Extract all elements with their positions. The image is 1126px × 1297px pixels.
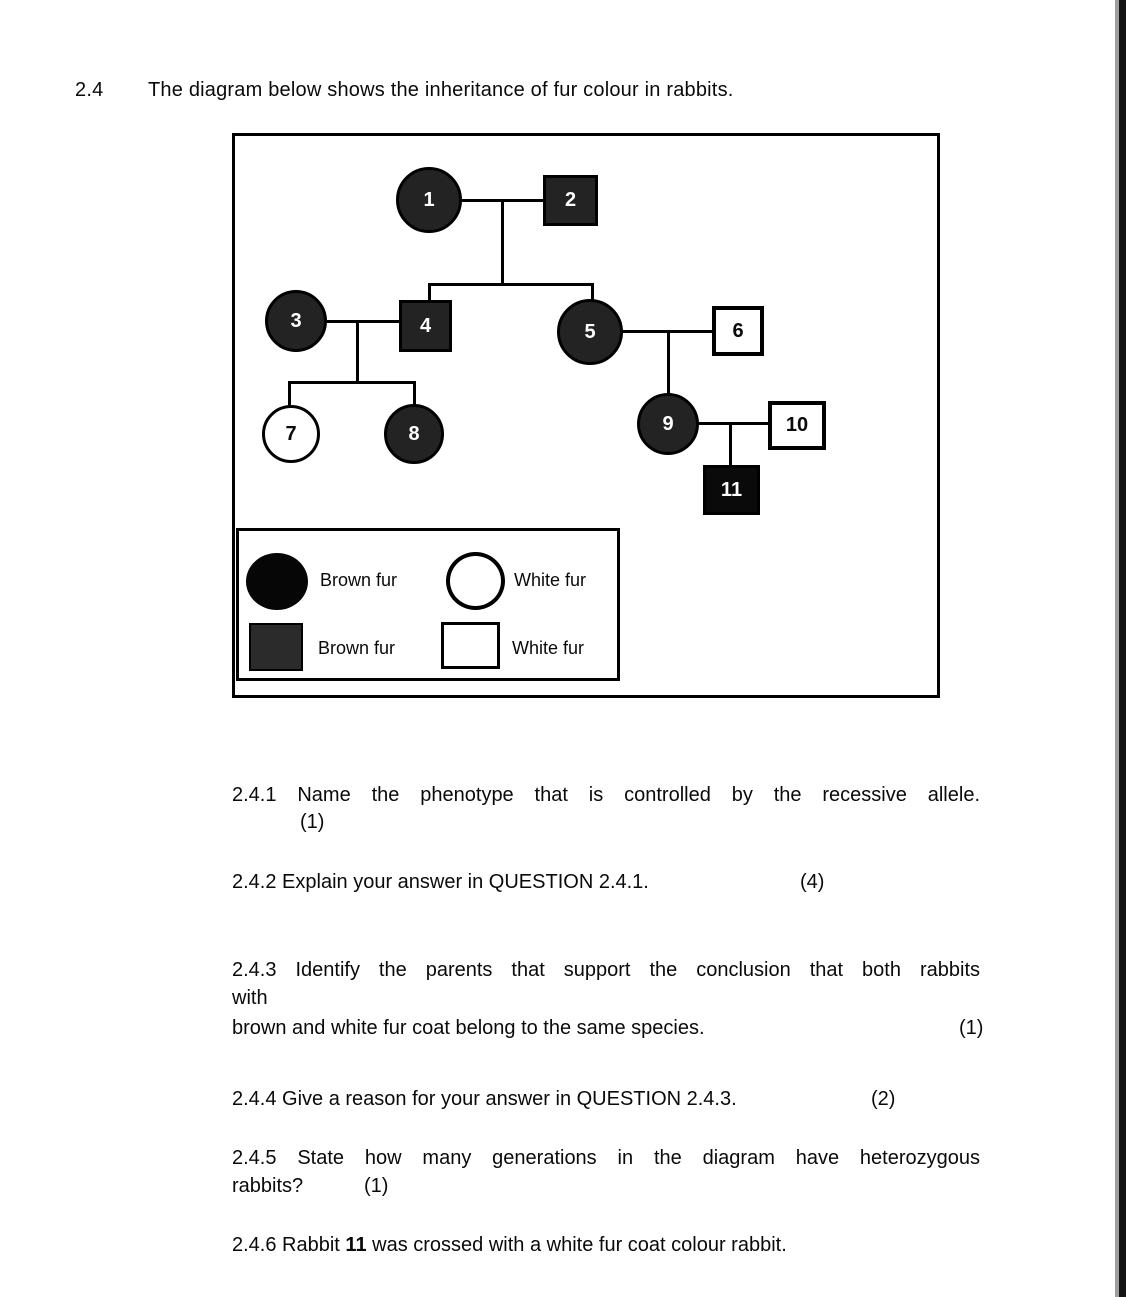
couple-line-3-4 — [325, 320, 400, 323]
individual-8-label: 8 — [408, 422, 420, 445]
question-2-4-2-text: 2.4.2 Explain your answer in QUESTION 2.4.1. — [232, 871, 649, 893]
individual-5-circle — [557, 299, 623, 365]
page-edge-shadow — [1119, 0, 1126, 1297]
question-2-4-4-text: 2.4.4 Give a reason for your answer in QUESTION 2.4.3. — [232, 1088, 737, 1110]
question-2-4-5-text: rabbits? — [232, 1175, 304, 1197]
individual-1-circle — [396, 167, 462, 233]
descent-line-3-4 — [356, 323, 359, 383]
question-2-4-6-suffix: was crossed with a white fur coat colour rabbit. — [366, 1234, 787, 1256]
question-2-4-4 — [232, 1087, 980, 1111]
question-2-4-5-line1: 2.4.5 State how many generations in the diagram have heterozygous — [232, 1147, 980, 1169]
individual-10-label: 10 — [785, 414, 809, 436]
question-2-4-2 — [232, 870, 980, 894]
legend-white-circle-swatch — [446, 552, 505, 610]
individual-6-square — [712, 306, 764, 356]
individual-3-circle — [265, 290, 327, 352]
individual-11-square — [703, 465, 760, 515]
couple-line-9-10 — [697, 422, 770, 425]
legend-brown-circle-swatch — [246, 553, 308, 610]
sibship-line-4-5 — [428, 283, 594, 286]
question-2-4-5-line2 — [232, 1174, 980, 1198]
individual-5-label: 5 — [584, 320, 596, 343]
question-2-4-1-mark: (1) — [300, 811, 325, 833]
individual-1-label: 1 — [423, 188, 435, 211]
question-2-4-3-line2: with — [232, 987, 268, 1009]
individual-2-square — [543, 175, 598, 226]
individual-10-square — [768, 401, 826, 450]
individual-6-label: 6 — [732, 319, 744, 342]
question-2-4-6 — [232, 1233, 980, 1257]
question-2-4-6-prefix: 2.4.6 Rabbit — [232, 1234, 346, 1256]
descent-line-7 — [288, 384, 291, 407]
question-2-4-3-line3 — [232, 1016, 984, 1040]
question-2-4-4-mark: (2) — [871, 1088, 896, 1110]
sibship-line-7-8 — [288, 381, 416, 384]
individual-9-circle — [637, 393, 699, 455]
question-2-4-1-line1: 2.4.1 Name the phenotype that is controlled by the recessive allele. — [232, 784, 980, 806]
question-2-4-3-mark: (1) — [959, 1017, 984, 1039]
question-2-4-5-mark: (1) — [364, 1175, 389, 1197]
legend-brown-square-swatch — [249, 623, 303, 671]
question-2-4-3-text: brown and white fur coat belong to the same species. — [232, 1017, 705, 1039]
descent-line-11 — [729, 425, 732, 466]
individual-2-label: 2 — [564, 189, 577, 211]
legend-label-brown-square: Brown fur — [318, 638, 396, 658]
individual-7-label: 7 — [285, 422, 297, 445]
individual-7-circle — [262, 405, 320, 463]
descent-line-8 — [413, 384, 416, 406]
legend-label-white-square: White fur — [512, 638, 585, 658]
legend-label-white-circle: White fur — [514, 570, 587, 590]
section-number: 2.4 — [75, 79, 104, 101]
individual-3-label: 3 — [290, 309, 302, 332]
individual-11-label: 11 — [720, 478, 743, 501]
question-2-4-2-mark: (4) — [800, 871, 825, 893]
individual-4-label: 4 — [419, 314, 432, 337]
individual-8-circle — [384, 404, 444, 464]
descent-line-9 — [667, 333, 670, 394]
page-title: The diagram below shows the inheritance of fur colour in rabbits. — [148, 79, 734, 101]
descent-line-1-2 — [501, 200, 504, 285]
individual-4-square — [399, 300, 452, 352]
question-2-4-3-line1: 2.4.3 Identify the parents that support the conclusion that both rabbits — [232, 959, 980, 981]
question-2-4-6-bold: 11 — [345, 1234, 367, 1256]
legend-white-square-swatch — [441, 622, 500, 669]
legend-label-brown-circle: Brown fur — [320, 570, 398, 590]
individual-9-label: 9 — [662, 412, 674, 435]
